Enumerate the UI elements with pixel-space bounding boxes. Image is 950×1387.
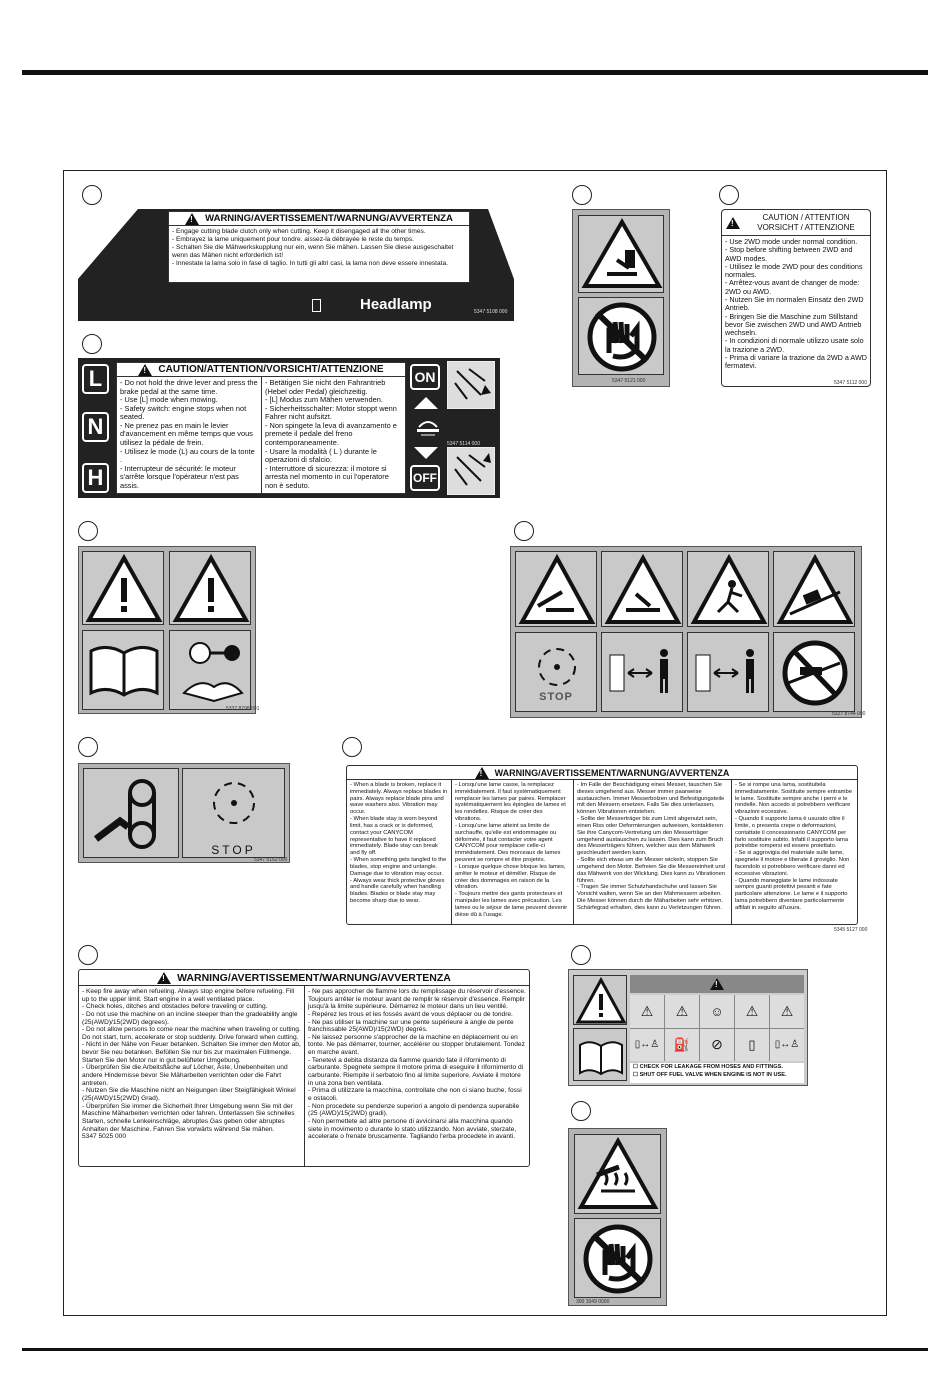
callout-circle-4 [719, 185, 739, 205]
no-steep-slope-icon [773, 632, 855, 712]
pto-engage-icon [413, 415, 443, 441]
decal-2-col-1: - Do not hold the drive lever and press the brake pedal at the same time. - Use [L] mode when mowing. - Safety switch: engine stops when not seated. - Ne prenez pas en main le levier d'avancement en même temps que vous utilisez la pédale de frein. - Utilisez le mode (L) au cours de la tonte . - Interrupteur de sécurité: le moteur s'arrête lorsque l'opérateur n'est pas assis. [117, 377, 262, 493]
lever-up-icon [447, 361, 495, 409]
caution-triangle-icon [726, 217, 740, 229]
caution-triangle-icon [138, 364, 152, 376]
decal-10-check-lines [630, 1063, 804, 1083]
hot-surface-hazard-icon [574, 1134, 661, 1214]
warning-triangle-icon [475, 767, 489, 779]
fuel-icon: ⛽ [665, 1029, 699, 1062]
lever-down-icon [447, 447, 495, 495]
decal-6-stop-label: STOP [539, 691, 573, 703]
fuel-valve-line: ☐ SHUT OFF FUEL VALVE WHEN ENGINE IS NOT IN USE. [633, 1071, 787, 1078]
mode-h-label: H [82, 463, 109, 493]
decal-5-partno: 5337 8798 001 [226, 706, 260, 712]
bottom-rule [22, 1348, 928, 1351]
thrown-objects-icon [687, 551, 769, 627]
read-manual-icon [573, 1028, 627, 1081]
decal-8-col-3: - Im Falle der Beschädigung eines Messer, tauschen Sie dieses umgehend aus. Messer immer paarweise austauschen. Immer Messerbolzen und Befestigungsteile mit den Messern ersetzen. Falls Sie dies unterlassen, können Vibrationen entstehen. - Sollte der Messerträger bis zum Limit abgenutzt sein, einen Riss oder Deformierungen aufweisen, kontaktieren Sie ihre Canycom-Vertretung um den Messerträger umgehend austauschen zu lassen. Dies kann zum Bruch des Messerträgers führen, welcher aus dem Mähwerk geschleudert werden kann. - Sollte sich etwas um die Messer wickeln, stoppen Sie umgehend den Motor. Befreien Sie die Messereinheit und das Mähwerk von der Wicklung. Dies kann zu Vibrationen führen. - Tragen Sie immer Schutzhandschuhe und lassen Sie Vorsicht walten, wenn Sie an den Mähmessern arbeiten. Die Messer können durch die Mäharbeiten sehr erhitzen. Schärfegrad erhalten, dies kann zu Verletzungen führen. [574, 780, 732, 924]
decal-8-col-4: - Se si rompe una lama, sostituitela immediatamente. Sostituite sempre entrambe le lame. Sostituite sempre anche i perni e le rondelle. Non accedo si potrebbero verificare vibrazioni eccessive. - Quando il supporto lama è usurato oltre il limite, o presenta crepe o deformazioni, contattate il concessionario CANYCOM per farlo sostituire subito. Infatti il supporto lama potrebbe rompersi ed essere proiettato. - Se si aggrovigia del materiale sulle lame, spegnete il motore e liberate il groviglio. Non facendolo si potrebbero verificare danni ed eccessive vibrazioni. - Quando maneggiate le lame indossate sempre guanti protettivi pesanti e fate particolare attenzione. Le lame e il supporto lama potrebbero diventare particolarmente affilati in seguito all'usura. [735, 782, 852, 911]
warning-triangle-icon [157, 972, 171, 984]
callout-circle-11 [571, 1101, 591, 1121]
slope-hazard-icon: ⚠ [770, 995, 804, 1028]
keep-distance-icon: ▯↔♙ [630, 1029, 664, 1062]
callout-circle-5 [78, 521, 98, 541]
rotating-part-hazard-icon: ⚠ [630, 995, 664, 1028]
pto-down-arrow-icon [414, 447, 438, 459]
decal-1-partno: 5347 5108 000 [474, 309, 508, 315]
keep-distance-icon: ▯↔♙ [770, 1029, 804, 1062]
decal-9-col-1: - Keep fire away when refueling. Always stop engine before refueling. Fill up to the upper limit. Start engine in a well ventilated place. - Check holes, ditches and obstacles before traveling or cutting. - Do not use the machine on an incline steeper than the gradeability angle (25(AWD)/15(2WD) degrees). - Do not allow persons to come near the machine when traveling or cutting. Do not start, turn, accelerate or stop suddenly. Drive forward when cutting. - Nicht in der Nähe von Feuer betanken. Schalten Sie immer den Motor ab, bevor Sie neu betanken. Befüllen Sie nur bis zur maximalen Füllmenge. Starten Sie den Motor nur in gut belüfteter Umgebung. - Überprüfen Sie die Arbeitsfläche auf Löcher, Äste, Unebenheiten und andere Hindernisse bevor Sie Mäharbeiten verrichten oder die Fahrt antreten. - Nutzen Sie die Maschine nicht an Neigungen über Steigfähigkeit Winkel (25(AWD)/15(2WD) Grad). - Überprüfen Sie immer die Sicherheit Ihrer Umgebung wenn Sie mit der Maschine Mäharbeiten verrichten oder fahren. Unterlassen Sie schnelles Starten, schnelle Lenkeinschläge, abruptes Gas geben oder abruptes Anhalten der Maschine. Fahren Sie vorwärts während Sie mähen. 5347 5025 000 [79, 986, 305, 1166]
decal-10-top-strip [630, 975, 804, 993]
warning-triangle-icon [185, 213, 199, 225]
decal-4-header: ! CAUTION / ATTENTION VORSICHT / ATTENZIONE [722, 210, 870, 236]
warning-triangle-icon [573, 975, 627, 1025]
warning-triangle-icon [82, 551, 164, 625]
mode-l-label: L [82, 364, 109, 394]
no-hands-icon [578, 297, 664, 375]
callout-circle-7 [78, 737, 98, 757]
decal-2-partno: 5347 5114 000 [447, 441, 480, 447]
decal-4-partno: 5347 5112 000 [834, 380, 867, 386]
decal-9-col-2: - Ne pas approcher de flamme lors du remplissage du réservoir d'essence. Toujours arrêter le moteur avant de remplir le réservoir d'essence. Remplir jusqu'à la limite supérieure. Démarrez le moteur dans un lieu ventilé. - Repérez les trous et les fossés avant de vous déplacer ou de tondre. - Ne pas utiliser la machine sur une pente supérieure à angle de pente franchissable 25(AWD)/15(2WD) degrés. - Ne laissez personne s'approcher de la machine en déplacement ou en tonte. Ne pas démarrer, tourner, accélérer ou stopper brutalement. Tondez en marche avant. - Tenetevi a debita distanza da fiamme quando fate il rifornimento di carburante. Spegnete sempre il motore prima di eseguire il rifornimento di carburante. Riempite il serbatoio fino al limite superiore. Avviate il motore in una zona ben ventilata. - Prima di utilizzare la macchina, controllate che non ci siano buche, fossi e ostacoli. - Non procedete su pendenze superiori a angolo di pendenza superabile (25 (AWD)/15(2WD) gradi). - Non permettete ad altre persone di avvicinarsi alla macchina quando siete in movimento o durante lo stato utilizzando. Non avviate, sterzate, accelerate o frenate bruscamente. Tagliando l'erba procedete in avanti. [308, 988, 526, 1141]
decal-7-stop-label: STOP [211, 843, 256, 857]
decal-4-text: - Use 2WD mode under normal condition. - Stop before shifting between 2WD and AWD modes. - Utilisez le mode 2WD pour des conditions normales. - Arrêtez-vous avant de changer de mode: 2WD ou AWD. - Nutzen Sie im normalen Einsatz den 2WD Antrieb. - Bringen Sie die Maschine zum Stillstand bevor Sie zwischen 2WD und AWD Antrieb wechseln. - In condizioni di normale utilizzo usate solo la trazione a 2WD. - Prima di variare la trazione da 2WD a AWD fermatevi. [725, 237, 867, 371]
warning-triangle-icon [169, 551, 251, 625]
callout-circle-2 [82, 334, 102, 354]
decal-2-col-2: - Betätigen Sie nicht den Fahrantrieb (Hebel oder Pedal) gleichzeitig. - [L] Modus zum Mähen verwenden. - Sicherheitsschalter: Motor stoppt wenn Fahrer nicht aufsitzt. - Non spingete la leva di avanzamento e premete il pedale del freno contemporaneamente. - Usare la modalità ( L ) durante le operazioni di sfalcio. - Interruttore di sicurezza: il motore si arresta nel momento in cui l'operatore non è seduto. [265, 378, 397, 490]
decal-10-icon-grid [630, 995, 804, 1061]
decal-8-partno: 5345 5127 000 [834, 927, 868, 933]
callout-circle-9 [78, 945, 98, 965]
headlamp-switch-icon [312, 299, 321, 312]
warning-triangle-icon [710, 978, 724, 990]
top-rule [22, 70, 928, 75]
read-manual-icon: ▯ [735, 1029, 769, 1062]
blade-hand-hazard-icon [601, 551, 683, 627]
headlamp-label: Headlamp [360, 296, 432, 313]
keep-distance-icon [601, 632, 683, 712]
decal-4-caution-box [721, 209, 871, 387]
decal-8-col-2: - Lorsqu'une lame casse, la remplacez immédiatement. Il faut systématiquement remplacer les lames par paires. Remplacer systématiquement les épingles de lames et les rondelles. Risque de créer des vibrations. - Lorsqu'une lame atteint sa limite de surchauffe, qu'elle est endommagée ou déformée, il faut contacter votre agent CANYCOM pour remplacer celle-ci immédiatement. Des morceaux de lames peuvent se rompre et être projetés. - Lorsque quelque chose bloque les lames, arrêter le moteur et démêler. Risque de créer des dommages en raison de la vibration. - Toujours mettre des gants protecteurs et manipuler les lames avec précaution. Les lames ou le séjour de lame peuvent devenir dièse dû à l'usage. [452, 780, 574, 924]
crush-hazard-icon [578, 215, 664, 293]
callout-circle-10 [571, 945, 591, 965]
decal-1-warning-box [168, 211, 470, 283]
decal-frame [63, 170, 887, 1316]
pto-off-label: OFF [410, 465, 440, 491]
decal-11-partno: 300 1049 0000 [576, 1299, 610, 1305]
no-fire-icon: ⊘ [700, 1029, 734, 1062]
hot-surface-hazard-icon: ⚠ [665, 995, 699, 1028]
decal-8-col-1: - When a blade is broken, replace it immediately. Always replace blades in pairs. Always replace blade pins and wave washers also. Vibration may occur. - When blade stay is worn beyond limit, has a crack or is deformed, contact your CANYCOM representative to have it replaced immediately. Blade stay can break and fly off. - When something gets tangled to the blades, stop engine and untangle. Damage due to vibration may occur. - Always wear thick protective gloves and handle carefully when handling blades. Blades or blade stay may become sharp due to wear. [347, 780, 452, 924]
ppe-icon: ☺ [700, 995, 734, 1028]
mode-n-label: N [82, 412, 109, 442]
blade-cut-hazard-icon [515, 551, 597, 627]
decal-2-header: ! CAUTION/ATTENTION/VORSICHT/ATTENZIONE [117, 363, 405, 377]
crush-hazard-icon: ⚠ [735, 995, 769, 1028]
decal-1-header: ! WARNING/AVERTISSEMENT/WARNUNG/AVVERTENZA [169, 212, 469, 226]
callout-circle-8 [342, 737, 362, 757]
decal-9-header: ! WARNING/AVERTISSEMENT/WARNUNG/AVVERTENZA [79, 970, 529, 986]
pto-on-label: ON [410, 364, 440, 390]
pto-up-arrow-icon [414, 397, 438, 409]
leakage-check-line: ☐ CHECK FOR LEAKAGE FROM HOSES AND FITTINGS. [633, 1064, 783, 1070]
decal-9-warning-box [78, 969, 530, 1167]
decal-1-text: - Engage cutting blade clutch only when cutting. Keep it disengaged all the other times. - Embrayez la lame uniquement pour tondre. aissez-la débrayée le reste du temps. - Schalten Sie die Mähwerkskupplung nur ein, wenn Sie mähen. Lassen Sie diese ausgeschaltet wenn das Mähen nicht erforderlich ist! - Innestate la lama solo in fase di taglio. In tutti gli altri casi, la lama non deve essere innestata. [172, 228, 454, 267]
keep-distance-icon [687, 632, 769, 712]
decal-7-partno: 5347 5162 000 [254, 857, 288, 863]
callout-circle-1 [82, 185, 102, 205]
read-manual-icon [82, 630, 164, 710]
decal-6-partno: 5327 8744 000 [832, 711, 866, 717]
decal-8-header: ! WARNING/AVERTISSEMENT/WARNUNG/AVVERTENZA [347, 766, 857, 780]
decal-8-warning-box [346, 765, 858, 925]
callout-circle-3 [572, 185, 592, 205]
no-hands-icon [574, 1218, 661, 1298]
decal-2-caution-box [116, 362, 406, 494]
belt-entanglement-icon [83, 768, 179, 858]
slope-hazard-icon [773, 551, 855, 627]
callout-circle-6 [514, 521, 534, 541]
remove-key-icon [169, 630, 251, 710]
decal-3-partno: 5347 5121 000 [612, 378, 646, 384]
